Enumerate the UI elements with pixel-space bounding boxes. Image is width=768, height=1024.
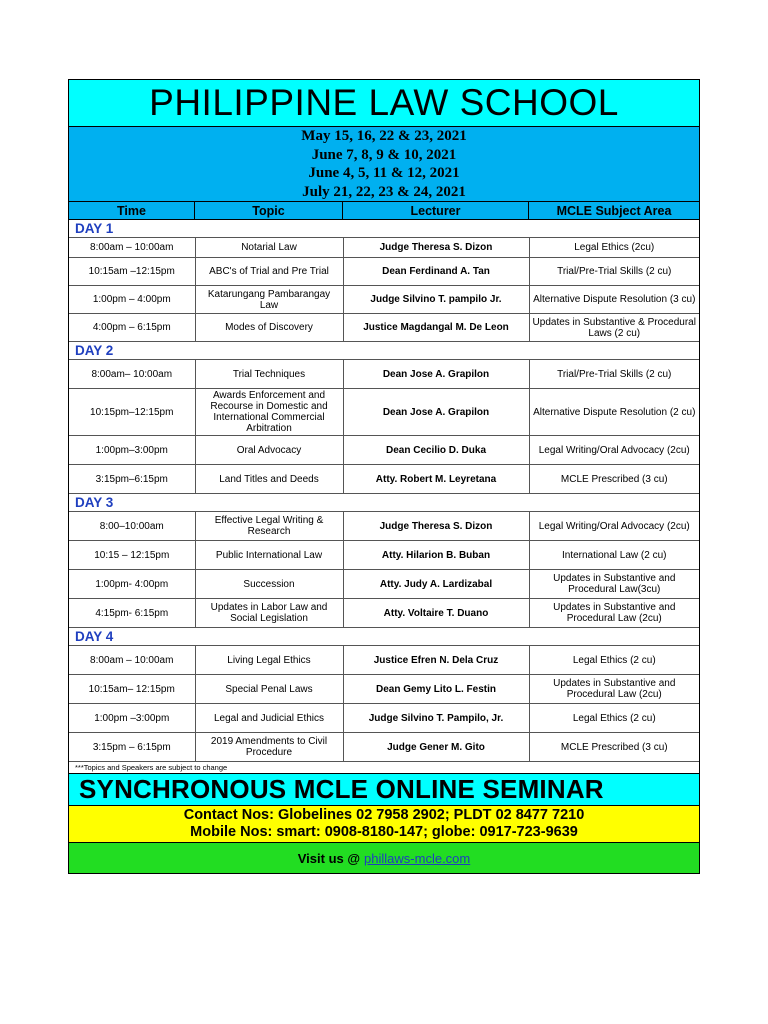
cell-lecturer: Dean Gemy Lito L. Festin — [343, 675, 529, 704]
cell-topic: Trial Techniques — [195, 360, 343, 389]
day-schedule-table — [69, 645, 699, 762]
day-schedule-table — [69, 359, 699, 494]
cell-topic: Special Penal Laws — [195, 675, 343, 704]
visit-banner — [69, 843, 699, 873]
cell-time: 10:15am –12:15pm — [69, 258, 195, 286]
cell-time: 1:00pm- 4:00pm — [69, 570, 195, 599]
cell-lecturer: Judge Silvino T. Pampilo, Jr. — [343, 704, 529, 733]
column-headers — [69, 202, 699, 220]
cell-lecturer: Dean Cecilio D. Duka — [343, 436, 529, 465]
page-title: PHILIPPINE LAW SCHOOL — [149, 82, 619, 123]
cell-lecturer: Atty. Robert M. Leyretana — [343, 465, 529, 494]
date-line: May 15, 16, 22 & 23, 2021 — [301, 128, 467, 144]
day-schedule-table — [69, 511, 699, 628]
mobile-line: Mobile Nos: smart: 0908-8180-147; globe: 0917-723-9639 — [190, 824, 578, 840]
cell-subject-area: Trial/Pre-Trial Skills (2 cu) — [529, 258, 699, 286]
cell-time: 3:15pm – 6:15pm — [69, 733, 195, 762]
table-row — [69, 389, 699, 436]
visit-prefix: Visit us @ — [297, 850, 361, 866]
cell-time: 8:00–10:00am — [69, 512, 195, 541]
cell-lecturer: Dean Jose A. Grapilon — [343, 389, 529, 436]
cell-lecturer: Justice Magdangal M. De Leon — [343, 314, 529, 342]
cell-topic: Public International Law — [195, 541, 343, 570]
table-row — [69, 646, 699, 675]
contact-banner — [69, 806, 699, 843]
cell-subject-area: Legal Writing/Oral Advocacy (2cu) — [529, 512, 699, 541]
disclaimer-note: ***Topics and Speakers are subject to change — [69, 762, 699, 774]
cell-topic: Modes of Discovery — [195, 314, 343, 342]
cell-topic: Oral Advocacy — [195, 436, 343, 465]
cell-lecturer: Judge Theresa S. Dizon — [343, 238, 529, 258]
header-topic: Topic — [195, 202, 343, 219]
cell-topic: Effective Legal Writing & Research — [195, 512, 343, 541]
cell-subject-area: Legal Writing/Oral Advocacy (2cu) — [529, 436, 699, 465]
website-link[interactable]: phillaws-mcle.com — [364, 850, 471, 866]
cell-lecturer: Dean Jose A. Grapilon — [343, 360, 529, 389]
seminar-title: SYNCHRONOUS MCLE ONLINE SEMINAR — [79, 774, 604, 804]
cell-topic: ABC's of Trial and Pre Trial — [195, 258, 343, 286]
flyer — [68, 79, 700, 874]
dates-banner — [69, 127, 699, 202]
cell-lecturer: Dean Ferdinand A. Tan — [343, 258, 529, 286]
cell-topic: Land Titles and Deeds — [195, 465, 343, 494]
cell-topic: Awards Enforcement and Recourse in Domestic and International Commercial Arbitration — [195, 389, 343, 436]
cell-subject-area: MCLE Prescribed (3 cu) — [529, 465, 699, 494]
table-row — [69, 258, 699, 286]
date-line: June 7, 8, 9 & 10, 2021 — [311, 146, 457, 163]
cell-subject-area: Legal Ethics (2 cu) — [529, 646, 699, 675]
cell-time: 10:15pm–12:15pm — [69, 389, 195, 436]
day-label: DAY 1 — [75, 221, 114, 236]
cell-subject-area: Updates in Substantive & Procedural Laws (2 cu) — [529, 314, 699, 342]
cell-time: 1:00pm – 4:00pm — [69, 286, 195, 314]
cell-lecturer: Atty. Voltaire T. Duano — [343, 599, 529, 628]
cell-topic: Katarungang Pambarangay Law — [195, 286, 343, 314]
cell-topic: 2019 Amendments to Civil Procedure — [195, 733, 343, 762]
table-row — [69, 733, 699, 762]
seminar-banner — [69, 774, 699, 806]
cell-time: 3:15pm–6:15pm — [69, 465, 195, 494]
cell-time: 8:00am – 10:00am — [69, 238, 195, 258]
header-lecturer: Lecturer — [343, 202, 529, 219]
table-row — [69, 704, 699, 733]
table-row — [69, 512, 699, 541]
day-label: DAY 4 — [75, 629, 114, 644]
cell-lecturer: Justice Efren N. Dela Cruz — [343, 646, 529, 675]
cell-subject-area: Legal Ethics (2cu) — [529, 238, 699, 258]
table-row — [69, 465, 699, 494]
table-row — [69, 314, 699, 342]
table-row — [69, 570, 699, 599]
cell-subject-area: Updates in Substantive and Procedural Law(3cu) — [529, 570, 699, 599]
cell-lecturer: Judge Gener M. Gito — [343, 733, 529, 762]
table-row — [69, 541, 699, 570]
cell-subject-area: MCLE Prescribed (3 cu) — [529, 733, 699, 762]
cell-subject-area: International Law (2 cu) — [529, 541, 699, 570]
cell-subject-area: Alternative Dispute Resolution (2 cu) — [529, 389, 699, 436]
cell-lecturer: Atty. Judy A. Lardizabal — [343, 570, 529, 599]
cell-subject-area: Updates in Substantive and Procedural Law (2cu) — [529, 675, 699, 704]
day-label: DAY 3 — [75, 495, 114, 510]
date-line: June 4, 5, 11 & 12, 2021 — [308, 165, 460, 181]
cell-time: 10:15am– 12:15pm — [69, 675, 195, 704]
table-row — [69, 238, 699, 258]
table-row — [69, 675, 699, 704]
table-row — [69, 436, 699, 465]
day-schedule-table — [69, 237, 699, 342]
cell-topic: Legal and Judicial Ethics — [195, 704, 343, 733]
cell-topic: Notarial Law — [195, 238, 343, 258]
contact-line: Contact Nos: Globelines 02 7958 2902; PLDT 02 8477 7210 — [183, 806, 585, 823]
cell-topic: Updates in Labor Law and Social Legislation — [195, 599, 343, 628]
cell-topic: Living Legal Ethics — [195, 646, 343, 675]
cell-subject-area: Updates in Substantive and Procedural Law (2cu) — [529, 599, 699, 628]
cell-time: 1:00pm –3:00pm — [69, 704, 195, 733]
header-time: Time — [69, 202, 195, 219]
schedule — [69, 220, 699, 762]
cell-time: 10:15 – 12:15pm — [69, 541, 195, 570]
date-line: July 21, 22, 23 & 24, 2021 — [302, 183, 466, 200]
cell-time: 1:00pm–3:00pm — [69, 436, 195, 465]
table-row — [69, 360, 699, 389]
cell-time: 4:00pm – 6:15pm — [69, 314, 195, 342]
cell-lecturer: Atty. Hilarion B. Buban — [343, 541, 529, 570]
cell-lecturer: Judge Silvino T. pampilo Jr. — [343, 286, 529, 314]
cell-subject-area: Legal Ethics (2 cu) — [529, 704, 699, 733]
cell-subject-area: Alternative Dispute Resolution (3 cu) — [529, 286, 699, 314]
table-row — [69, 286, 699, 314]
header-subject-area: MCLE Subject Area — [556, 203, 672, 218]
cell-topic: Succession — [195, 570, 343, 599]
title-banner — [69, 80, 699, 127]
table-row — [69, 599, 699, 628]
cell-lecturer: Judge Theresa S. Dizon — [343, 512, 529, 541]
cell-time: 8:00am– 10:00am — [69, 360, 195, 389]
cell-time: 8:00am – 10:00am — [69, 646, 195, 675]
cell-subject-area: Trial/Pre-Trial Skills (2 cu) — [529, 360, 699, 389]
cell-time: 4:15pm- 6:15pm — [69, 599, 195, 628]
day-label: DAY 2 — [75, 343, 114, 358]
